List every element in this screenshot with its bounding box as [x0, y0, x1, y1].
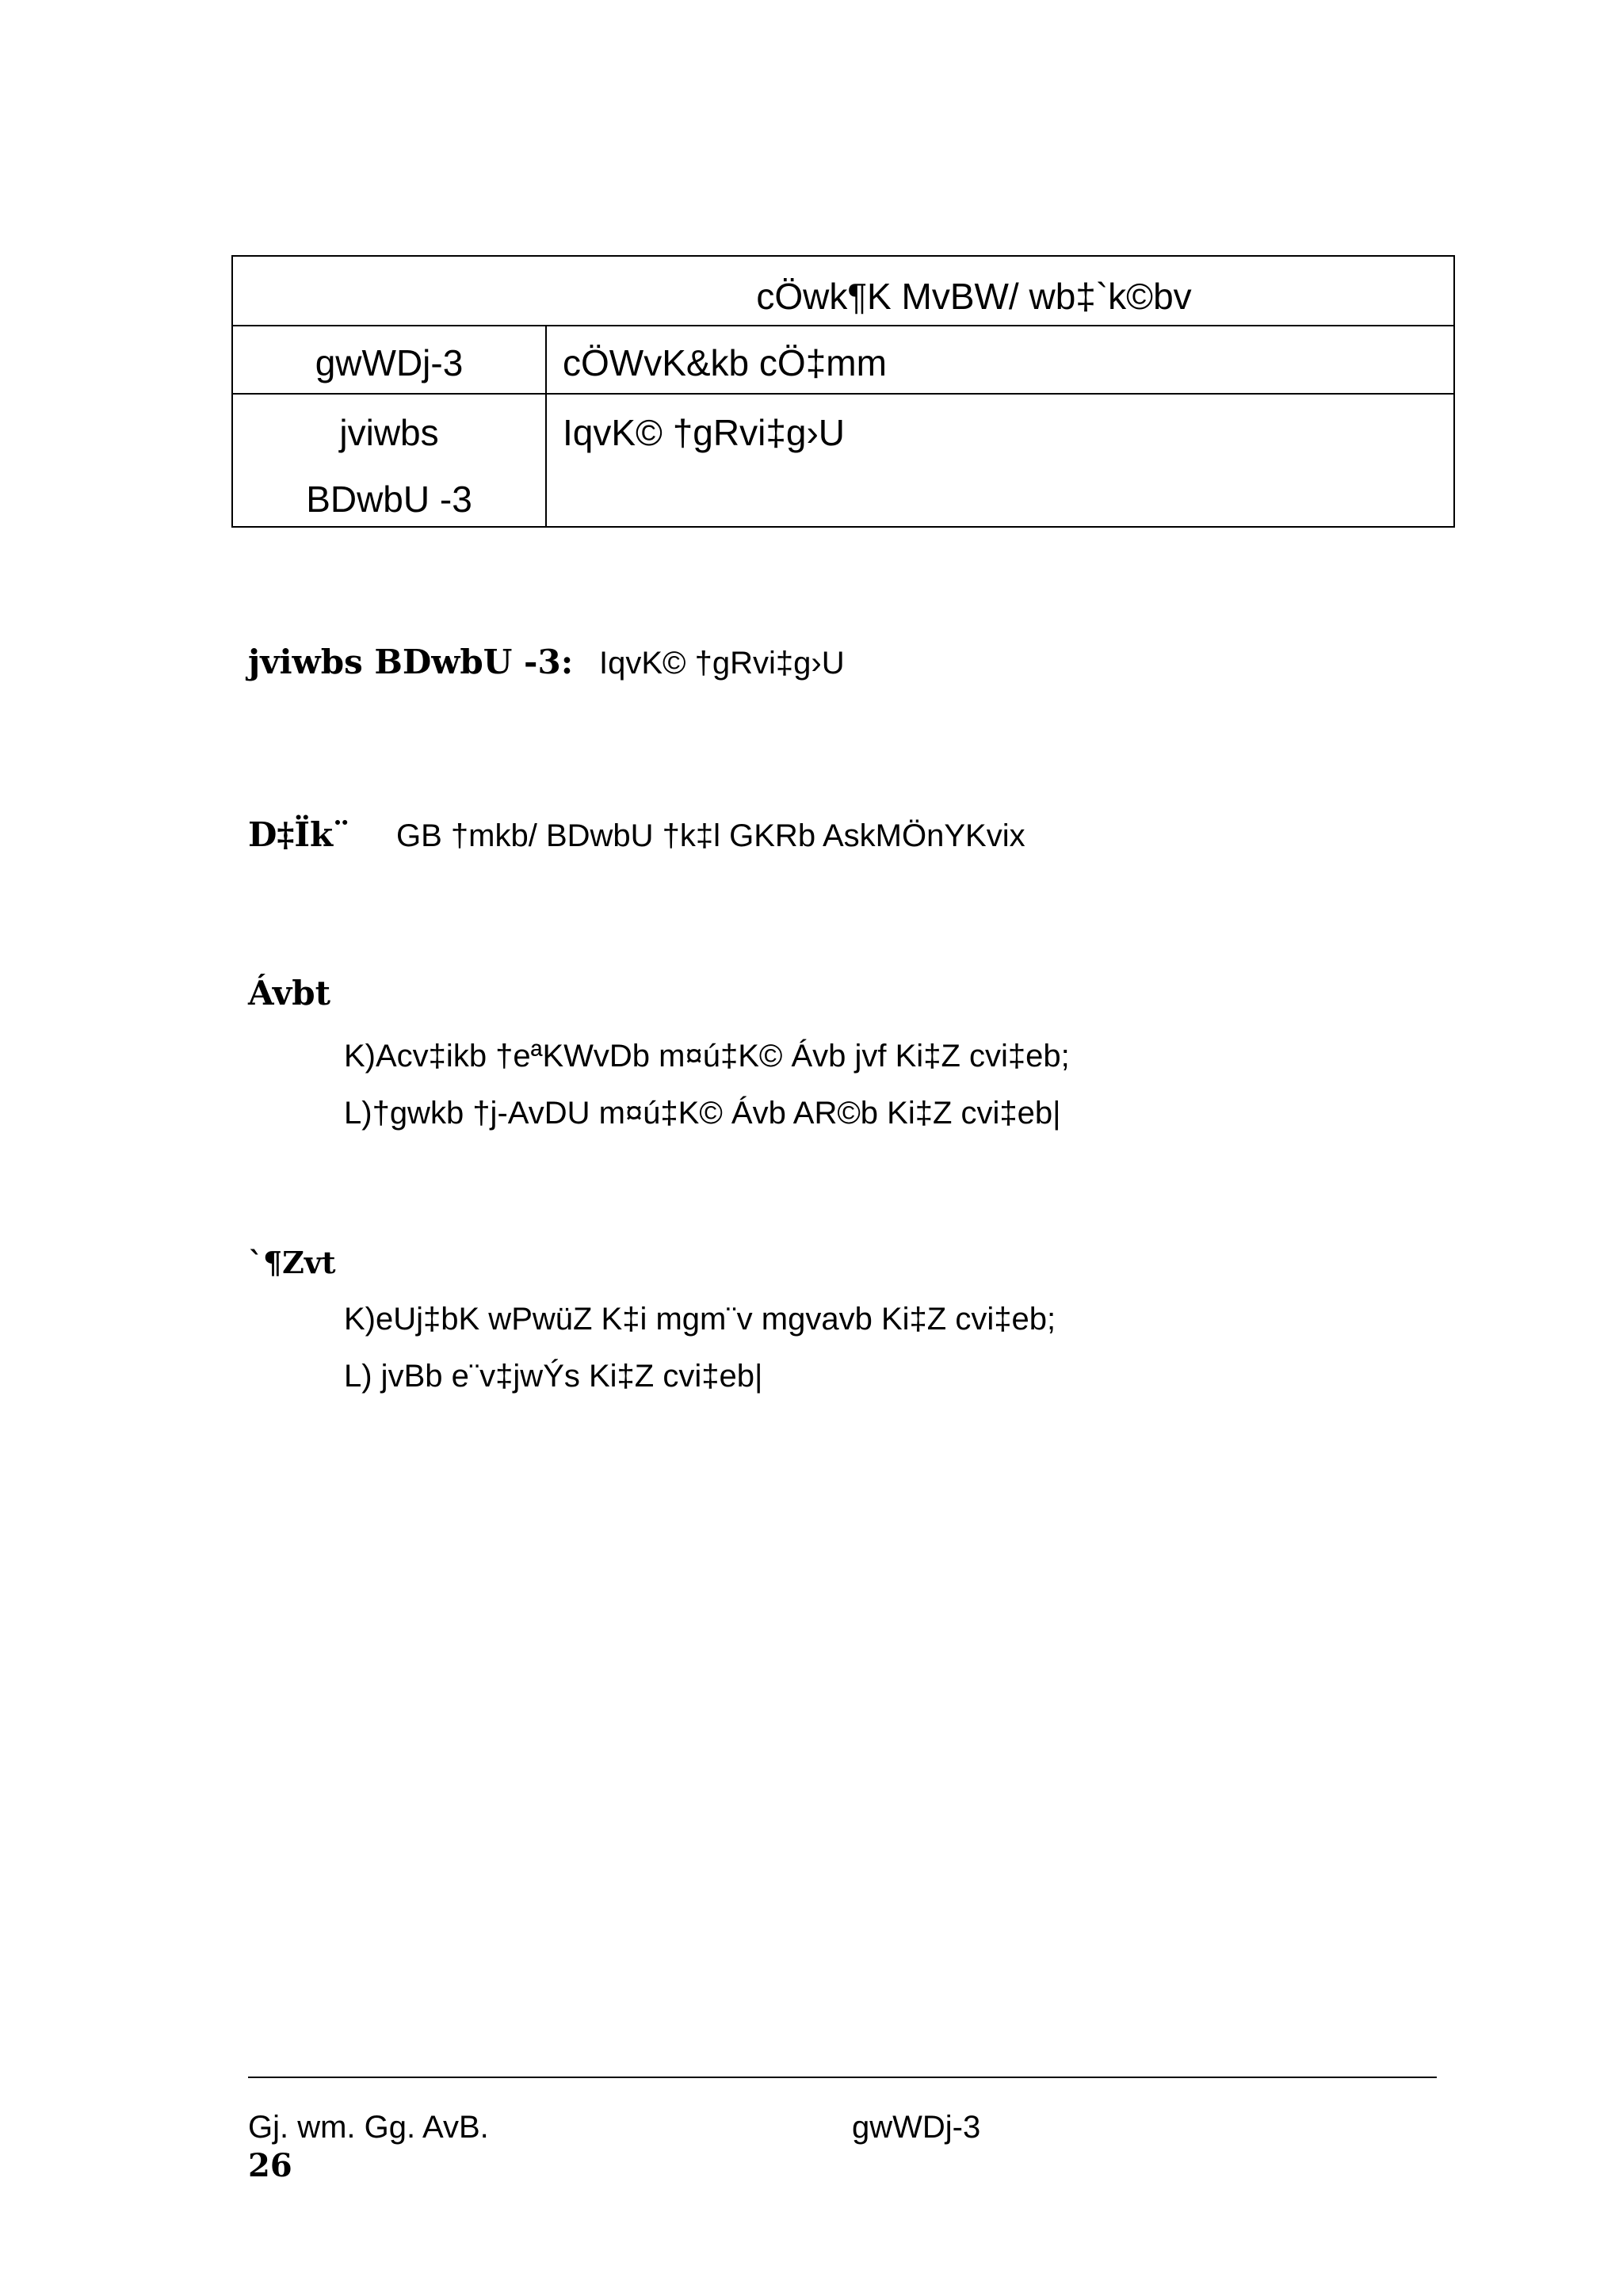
skill-heading: `¶Zvt: [248, 1245, 336, 1280]
unit-label-line2: BDwbU -3: [306, 479, 472, 520]
knowledge-item: K)Acv‡ikb †eªKWvDb m¤ú‡K© Ávb jvf Ki‡Z cvi‡eb;: [344, 1039, 1070, 1074]
skill-item: K)eUj‡bK wPwüZ K‡i mgm¨v mgvavb Ki‡Z cvi‡eb;: [344, 1302, 1056, 1337]
guide-title: cÖwk¶K MvBW/ wb‡`k©bv: [756, 276, 1192, 317]
page-number: 26: [248, 2147, 292, 2184]
objective-text: GB †mkb/ BDwbU †k‡l GKRb AskMÖnYKvix: [396, 818, 1025, 853]
table-module-row: [233, 326, 1453, 395]
module-label-cell: [233, 326, 547, 393]
table-unit-row: [233, 395, 1453, 526]
unit-section-value: IqvK© †gRvi‡g›U: [599, 646, 845, 681]
objective-label: D‡Ïk¨: [248, 815, 350, 854]
unit-label-line1: jviwbs: [339, 412, 439, 453]
unit-value-cell: [547, 395, 1453, 526]
unit-label-cell: [233, 395, 547, 526]
table-title-row: [233, 257, 1453, 326]
knowledge-heading: Ávbt: [248, 974, 331, 1013]
footer-divider: [248, 2077, 1437, 2078]
footer-left-text: Gj. wm. Gg. AvB.: [248, 2110, 489, 2145]
unit-value: IqvK© †gRvi‡g›U: [563, 412, 846, 453]
module-value: cÖWvK&kb cÖ‡mm: [563, 342, 887, 383]
module-label: gwWDj-3: [315, 342, 464, 383]
info-table: [231, 255, 1455, 528]
footer-module: gwWDj-3: [852, 2110, 981, 2145]
unit-section-label: jviwbs BDwbU -3:: [248, 643, 574, 681]
skill-item: L) jvBb e¨v‡jwÝs Ki‡Z cvi‡eb|: [344, 1359, 763, 1394]
knowledge-item: L)†gwkb †j-AvDU m¤ú‡K© Ávb AR©b Ki‡Z cvi‡eb|: [344, 1096, 1061, 1131]
module-value-cell: [547, 326, 1453, 393]
